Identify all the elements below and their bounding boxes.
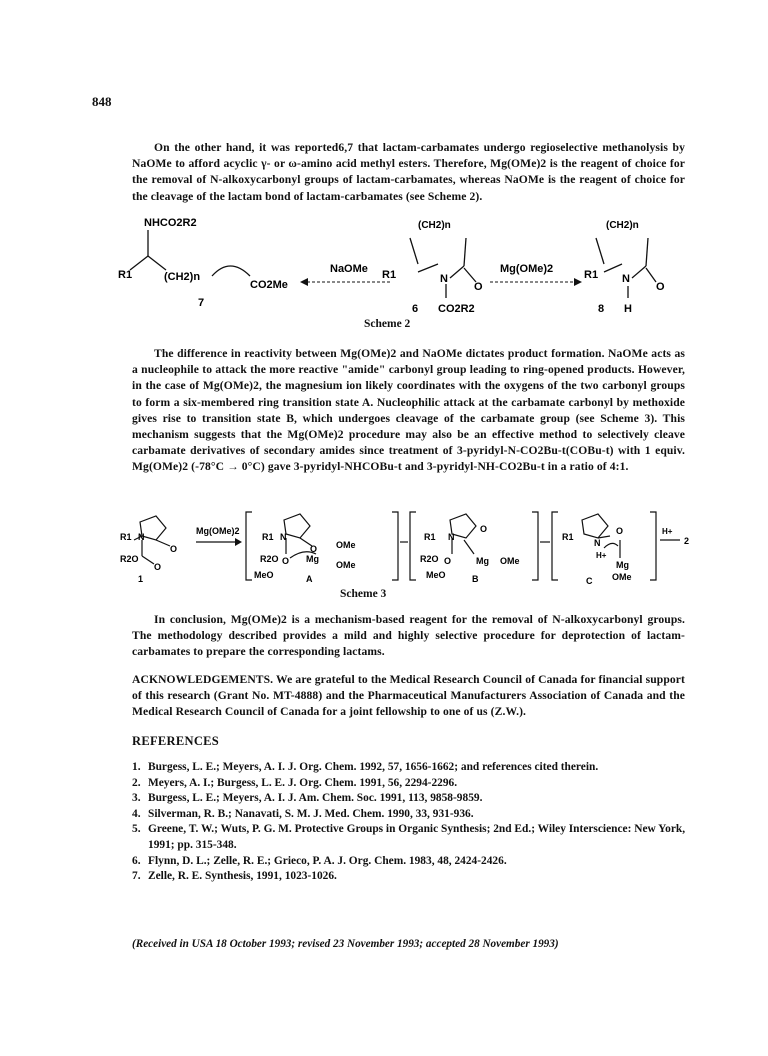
reagent-naome: NaOMe: [330, 263, 368, 275]
compound-6: [410, 238, 476, 298]
c-label: C: [586, 576, 593, 586]
b-meo: MeO: [426, 570, 446, 580]
final-product-number: 2: [684, 536, 690, 546]
reference-number: 5.: [132, 823, 141, 836]
reference-item: [132, 807, 692, 823]
compound-6-carbamate-label: CO2R2: [438, 303, 475, 315]
s1-o: O: [170, 544, 178, 554]
b-mg: Mg: [476, 556, 489, 566]
reference-item: [132, 869, 692, 885]
paragraph-mechanism: The difference in reactivity between Mg(OMe)2 and NaOMe dictates product formation. NaOMe acts as a nucleophile to attack the more reactive "amide" carbonyl group leading to ring-opened products. However, in the case of Mg(OMe)2, the magnesium ion likely coordinates with the oxygens of the two carbonyl groups to form a six-membered ring transition state A. Nucleophilic attack at the carbamate carbonyl by methoxide gives rise to transition state B, which undergoes cleavage of the carbamate group (see Scheme 3). This mechanism suggests that the Mg(OMe)2 procedure may also be an effective method to selectively cleave carbamate derivatives of secondary amides since treatment of 3-pyridyl-N-CO2Bu-t(COBu-t) with 1 equiv. Mg(OMe)2 (-78°C → 0°C) gave 3-pyridyl-NHCOBu-t and 3-pyridyl-NH-CO2Bu-t in a ratio of 4:1.: [132, 347, 685, 474]
scheme3-reagent: Mg(OMe)2: [196, 526, 240, 536]
s1-r1: R1: [120, 532, 132, 542]
compound-8-chain-label: (CH2)n: [606, 220, 639, 231]
scheme-3-structures: [134, 512, 656, 580]
reference-text: Zelle, R. E. Synthesis, 1991, 1023-1026.: [148, 870, 337, 883]
a-r1: R1: [262, 532, 274, 542]
a-ome2: OMe: [336, 560, 356, 570]
c-ome: OMe: [612, 572, 632, 582]
compound-6-n-label: N: [440, 273, 448, 285]
reference-item: [132, 854, 692, 870]
a-ome1: OMe: [336, 540, 356, 550]
compound-6-number: 6: [412, 303, 419, 315]
compound-7-chain-label: (CH2)n: [164, 271, 201, 283]
reference-text: Burgess, L. E.; Meyers, A. I. J. Am. Chem. Soc. 1991, 113, 9858-9859.: [148, 792, 483, 805]
scheme-3-caption: Scheme 3: [340, 588, 387, 600]
c-mg: Mg: [616, 560, 629, 570]
reference-item: [132, 776, 692, 792]
arrowhead-right-icon: [574, 278, 582, 286]
s1-o2: O: [154, 562, 162, 572]
c-o: O: [616, 526, 624, 536]
reference-number: 1.: [132, 761, 141, 773]
a-mg: Mg: [306, 554, 319, 564]
compound-8-number: 8: [598, 303, 605, 315]
a-label: A: [306, 574, 313, 584]
scheme-2-figure: [100, 216, 700, 326]
b-r1: R1: [424, 532, 436, 542]
compound-7-number: 7: [198, 297, 205, 309]
received-dates: (Received in USA 18 October 1993; revised 23 November 1993; accepted 28 November 1993): [132, 938, 559, 950]
reference-item: [132, 760, 692, 776]
arrowhead-icon: [235, 538, 242, 546]
compound-7: [130, 230, 250, 276]
a-o2: O: [282, 556, 290, 566]
c-h: H+: [596, 551, 607, 560]
reference-number: 7.: [132, 870, 141, 883]
a-r2o: R2O: [260, 554, 279, 564]
compound-7-amide-label: NHCO2R2: [144, 217, 197, 229]
b-label: B: [472, 574, 479, 584]
compound-8-n-label: N: [622, 273, 630, 285]
paragraph-scheme2-intro: On the other hand, it was reported6,7 that lactam-carbamates undergo regioselective methanolysis by NaOMe to afford acyclic γ- or ω-amino acid methyl esters. Therefore, Mg(OMe)2 is the reagent of choice for the removal of N-alkoxycarbonyl groups of lactam-carbamates, whereas NaOMe is the reagent of choice for the cleavage of the lactam bond of lactam-carbamates (see Scheme 2).: [132, 141, 685, 203]
b-o: O: [480, 524, 488, 534]
compound-6-r1-label: R1: [382, 269, 397, 281]
b-n: N: [448, 532, 455, 542]
paragraph-acknowledgements: ACKNOWLEDGEMENTS. We are grateful to the Medical Research Council of Canada for financial support of this research (Grant No. MT-4888) and the Pharmaceutical Manufacturers Association of Canada and the Medical Research Council of Canada for a joint fellowship to one of us (Z.W.).: [132, 673, 685, 719]
references-heading: REFERENCES: [132, 734, 220, 748]
page-number: 848: [92, 94, 112, 109]
c-r1: R1: [562, 532, 574, 542]
reagent-mgome2: Mg(OMe)2: [500, 263, 554, 275]
scheme-2-caption: Scheme 2: [364, 318, 411, 330]
compound-7-r1-label: R1: [118, 269, 133, 281]
s1-number: 1: [138, 574, 144, 584]
reference-item: [132, 822, 692, 853]
reference-number: 2.: [132, 776, 141, 789]
reference-number: 6.: [132, 854, 141, 867]
compound-7-ester-label: CO2Me: [250, 279, 288, 291]
s1-r2o: R2O: [120, 554, 139, 564]
final-h: H+: [662, 527, 673, 536]
compound-6-chain-label: (CH2)n: [418, 220, 451, 231]
paragraph-conclusion: In conclusion, Mg(OMe)2 is a mechanism-based reagent for the removal of N-alkoxycarbonyl groups. The methodology described provides a mild and highly selective procedure for deprotection of lactam-carbamates to prepare the corresponding lactams.: [132, 613, 685, 659]
reference-number: 3.: [132, 792, 141, 805]
reference-text: Silverman, R. B.; Nanavati, S. M. J. Med. Chem. 1990, 33, 931-936.: [148, 807, 474, 820]
reference-text: Meyers, A. I.; Burgess, L. E. J. Org. Chem. 1991, 56, 2294-2296.: [148, 776, 458, 789]
reference-number: 4.: [132, 807, 141, 820]
a-meo: MeO: [254, 570, 274, 580]
compound-8-r1-label: R1: [584, 269, 599, 281]
reference-text: Flynn, D. L.; Zelle, R. E.; Grieco, P. A. J. Org. Chem. 1983, 48, 2424-2426.: [148, 854, 507, 867]
compound-8-o-label: O: [656, 281, 665, 293]
a-n: N: [280, 532, 287, 542]
b-o2: O: [444, 556, 452, 566]
reference-text: Greene, T. W.; Wuts, P. G. M. Protective Groups in Organic Synthesis; 2nd Ed.; Wiley Interscience: New York, 1991; pp. 315-348.: [148, 823, 686, 851]
b-r2o: R2O: [420, 554, 439, 564]
a-o: O: [310, 544, 318, 554]
b-ome: OMe: [500, 556, 520, 566]
c-n: N: [594, 538, 601, 548]
compound-6-o-label: O: [474, 281, 483, 293]
compound-8-h-label: H: [624, 303, 632, 315]
scheme-3-figure: [104, 510, 700, 592]
arrowhead-left-icon: [300, 278, 308, 286]
references-list: [132, 760, 692, 885]
compound-8: [596, 238, 656, 298]
reference-item: [132, 791, 692, 807]
reference-text: Burgess, L. E.; Meyers, A. I. J. Org. Chem. 1992, 57, 1656-1662; and references cited therein.: [148, 761, 599, 773]
s1-n: N: [138, 532, 145, 542]
